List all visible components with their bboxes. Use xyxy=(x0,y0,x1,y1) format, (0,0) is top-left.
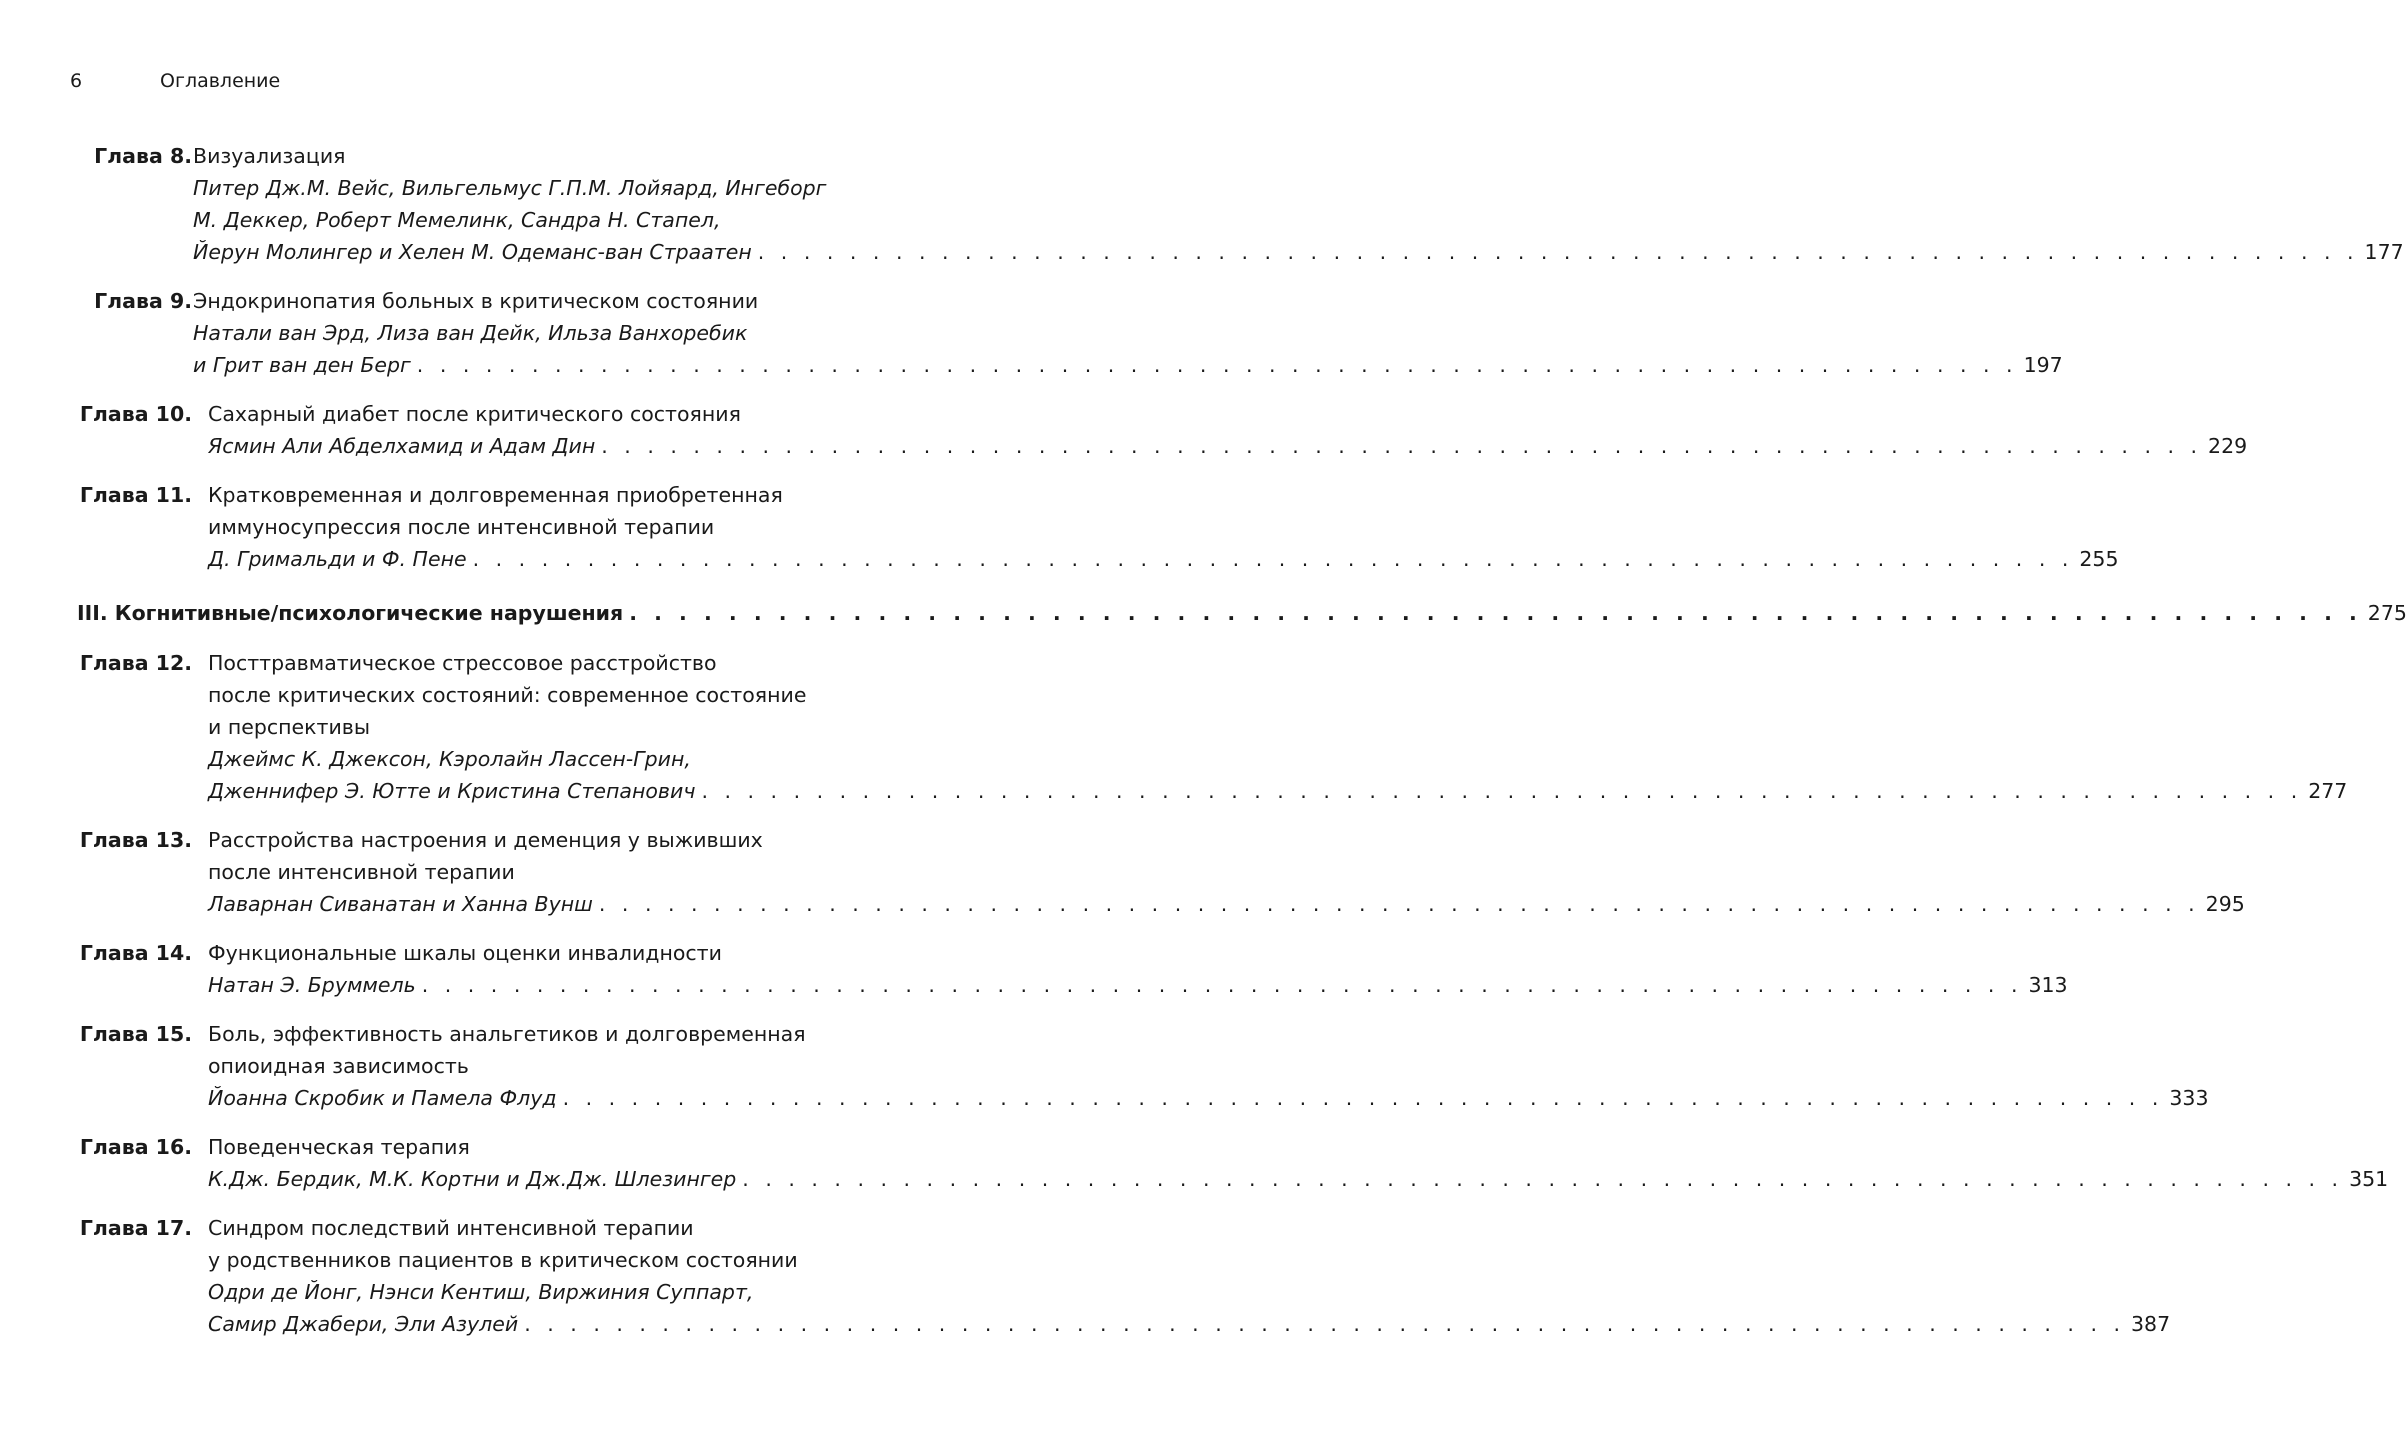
dot-leader: . . . . . . . . . . . . . . . . . . . . . . . . . . . . . . . . . . . . . . . . . . . . . . . . . . . . . . . . . . . . . . . . . . . . . . xyxy=(598,892,2200,916)
chapter-title-line xyxy=(208,1050,1000,1082)
chapter-authors-line xyxy=(208,969,2068,1001)
chapter-authors: Йерун Молингер и Хелен М. Одеманс-ван Страатен xyxy=(193,240,752,264)
dot-leader: . . . . . . . . . . . . . . . . . . . . . . . . . . . . . . . . . . . . . . . . . . . . . . . . . . . . . . . . . . . . . . . . . . . . . . xyxy=(562,1086,2164,1110)
chapter-page-number: 177 xyxy=(2364,240,2404,264)
dot-leader: . . . . . . . . . . . . . . . . . . . . . . . . . . . . . . . . . . . . . . . . . . . . . . . . . . . . . . . . . . . . . . . . . . . . . . xyxy=(742,1167,2344,1191)
dot-leader: . . . . . . . . . . . . . . . . . . . . . . . . . . . . . . . . . . . . . . . . . . . . . . . . . . . . . . . . . . . . . . . . . . . . . . xyxy=(601,434,2203,458)
chapter-authors-line xyxy=(208,775,2348,807)
chapter-authors-line xyxy=(208,888,2245,920)
chapter-authors-line xyxy=(208,1082,2209,1114)
chapter-title-line xyxy=(208,1244,1000,1276)
page-number: 6 xyxy=(70,70,83,92)
chapter-authors-line xyxy=(208,1276,1000,1308)
running-header xyxy=(70,70,280,92)
chapter-title-line xyxy=(79,1212,1000,1244)
chapter-authors: Йоанна Скробик и Памела Флуд xyxy=(208,1086,557,1110)
chapter-authors: Ясмин Али Абделхамид и Адам Дин xyxy=(208,434,596,458)
chapter-title-line xyxy=(94,285,1000,317)
chapter-title: Визуализация xyxy=(193,144,346,168)
chapter-title-line xyxy=(79,937,1000,969)
toc-chapter xyxy=(0,647,2348,807)
chapter-label: Глава 14. xyxy=(79,941,192,965)
chapter-label: Глава 10. xyxy=(79,402,192,426)
dot-leader: . . . . . . . . . . . . . . . . . . . . . . . . . . . . . . . . . . . . . . . . . . . . . . . . . . . . . . . . . . . . . . . . . . . . . . xyxy=(629,601,2362,625)
dot-leader: . . . . . . . . . . . . . . . . . . . . . . . . . . . . . . . . . . . . . . . . . . . . . . . . . . . . . . . . . . . . . . . . . . . . . . xyxy=(472,547,2074,571)
toc-chapter xyxy=(0,937,2068,1001)
chapter-title: Поведенческая терапия xyxy=(208,1135,470,1159)
toc-chapter xyxy=(0,285,2063,381)
chapter-authors-line xyxy=(208,1163,2389,1195)
chapter-title-line xyxy=(79,647,1000,679)
chapter-page-number: 387 xyxy=(2131,1312,2171,1336)
chapter-authors-line xyxy=(208,743,1000,775)
chapter-title: после критических состояний: современное состояние xyxy=(208,683,807,707)
section-page-number: 275 xyxy=(2367,601,2407,625)
dot-leader: . . . . . . . . . . . . . . . . . . . . . . . . . . . . . . . . . . . . . . . . . . . . . . . . . . . . . . . . . . . . . . . . . . . . . . xyxy=(524,1312,2125,1336)
chapter-authors: Дженнифер Э. Ютте и Кристина Степанович xyxy=(208,779,696,803)
chapter-authors: К.Дж. Бердик, М.К. Кортни и Дж.Дж. Шлезингер xyxy=(208,1167,737,1191)
chapter-page-number: 295 xyxy=(2205,892,2245,916)
chapter-label: Глава 13. xyxy=(79,828,192,852)
chapter-authors-line xyxy=(193,204,1000,236)
chapter-title-line xyxy=(208,679,1000,711)
toc-chapter xyxy=(0,1212,2171,1340)
section-title: III. Когнитивные/психологические нарушения xyxy=(77,601,624,625)
chapter-title: опиоидная зависимость xyxy=(208,1054,469,1078)
chapter-title: Сахарный диабет после критического состояния xyxy=(208,402,741,426)
chapter-authors: Д. Гримальди и Ф. Пене xyxy=(208,547,467,571)
chapter-title: Боль, эффективность анальгетиков и долговременная xyxy=(208,1022,806,1046)
chapter-page-number: 313 xyxy=(2028,973,2068,997)
chapter-title: Посттравматическое стрессовое расстройство xyxy=(208,651,717,675)
dot-leader: . . . . . . . . . . . . . . . . . . . . . . . . . . . . . . . . . . . . . . . . . . . . . . . . . . . . . . . . . . . . . . . . . . . . . . xyxy=(416,353,2018,377)
chapter-title: после интенсивной терапии xyxy=(208,860,515,884)
chapter-label: Глава 8. xyxy=(94,144,192,168)
chapter-authors-line xyxy=(208,1308,2171,1340)
chapter-page-number: 229 xyxy=(2208,434,2248,458)
chapter-authors: Натали ван Эрд, Лиза ван Дейк, Ильза Ванхоребик xyxy=(193,321,748,345)
chapter-label: Глава 17. xyxy=(79,1216,192,1240)
toc-chapter xyxy=(0,479,2119,575)
section-line xyxy=(77,597,2407,629)
chapter-label: Глава 16. xyxy=(79,1135,192,1159)
chapter-title: у родственников пациентов в критическом состоянии xyxy=(208,1248,798,1272)
toc-chapter xyxy=(0,1018,2209,1114)
chapter-authors: Самир Джабери, Эли Азулей xyxy=(208,1312,519,1336)
chapter-authors: Натан Э. Бруммель xyxy=(208,973,416,997)
chapter-authors: Питер Дж.М. Вейс, Вильгельмус Г.П.М. Лойяард, Ингеборг xyxy=(193,176,827,200)
chapter-authors-line xyxy=(208,543,2119,575)
chapter-title-line xyxy=(208,711,1000,743)
toc-section xyxy=(0,597,2407,629)
chapter-title-line xyxy=(79,1131,1000,1163)
chapter-title: Кратковременная и долговременная приобретенная xyxy=(208,483,783,507)
chapter-title-line xyxy=(79,824,1000,856)
chapter-title-line xyxy=(79,479,1000,511)
chapter-authors: Джеймс К. Джексон, Кэролайн Лассен-Грин, xyxy=(208,747,691,771)
chapter-authors-line xyxy=(208,430,2248,462)
chapter-title: Функциональные шкалы оценки инвалидности xyxy=(208,941,722,965)
chapter-title-line xyxy=(79,1018,1000,1050)
chapter-label: Глава 15. xyxy=(79,1022,192,1046)
chapter-title-line xyxy=(208,511,1000,543)
toc-chapter xyxy=(0,398,2248,462)
chapter-authors: Одри де Йонг, Нэнси Кентиш, Виржиния Суппарт, xyxy=(208,1280,754,1304)
chapter-authors: Лаварнан Сиванатан и Ханна Вунш xyxy=(208,892,593,916)
chapter-title-line xyxy=(94,140,1000,172)
chapter-title: Расстройства настроения и деменция у выживших xyxy=(208,828,763,852)
chapter-page-number: 197 xyxy=(2023,353,2063,377)
toc-chapter xyxy=(0,824,2245,920)
toc-chapter xyxy=(0,140,2404,268)
chapter-authors-line xyxy=(193,236,2404,268)
chapter-label: Глава 12. xyxy=(79,651,192,675)
chapter-authors-line xyxy=(193,172,1000,204)
table-of-contents xyxy=(0,140,2407,1357)
chapter-title-line xyxy=(79,398,1000,430)
chapter-title: Эндокринопатия больных в критическом состоянии xyxy=(193,289,759,313)
chapter-authors: М. Деккер, Роберт Мемелинк, Сандра Н. Стапел, xyxy=(193,208,721,232)
chapter-authors: и Грит ван ден Берг xyxy=(193,353,411,377)
chapter-page-number: 255 xyxy=(2079,547,2119,571)
dot-leader: . . . . . . . . . . . . . . . . . . . . . . . . . . . . . . . . . . . . . . . . . . . . . . . . . . . . . . . . . . . . . . . . . . . . . . xyxy=(421,973,2023,997)
running-title: Оглавление xyxy=(160,70,281,92)
toc-chapter xyxy=(0,1131,2389,1195)
chapter-title: и перспективы xyxy=(208,715,371,739)
chapter-authors-line xyxy=(193,349,2063,381)
chapter-authors-line xyxy=(193,317,1000,349)
chapter-page-number: 333 xyxy=(2169,1086,2209,1110)
dot-leader: . . . . . . . . . . . . . . . . . . . . . . . . . . . . . . . . . . . . . . . . . . . . . . . . . . . . . . . . . . . . . . . . . . . . . . xyxy=(701,779,2303,803)
chapter-title: иммуносупрессия после интенсивной терапии xyxy=(208,515,715,539)
chapter-title-line xyxy=(208,856,1000,888)
dot-leader: . . . . . . . . . . . . . . . . . . . . . . . . . . . . . . . . . . . . . . . . . . . . . . . . . . . . . . . . . . . . . . . . . . . . . . xyxy=(757,240,2359,264)
chapter-page-number: 351 xyxy=(2349,1167,2389,1191)
chapter-page-number: 277 xyxy=(2308,779,2348,803)
chapter-label: Глава 9. xyxy=(94,289,192,313)
chapter-title: Синдром последствий интенсивной терапии xyxy=(208,1216,694,1240)
chapter-label: Глава 11. xyxy=(79,483,192,507)
